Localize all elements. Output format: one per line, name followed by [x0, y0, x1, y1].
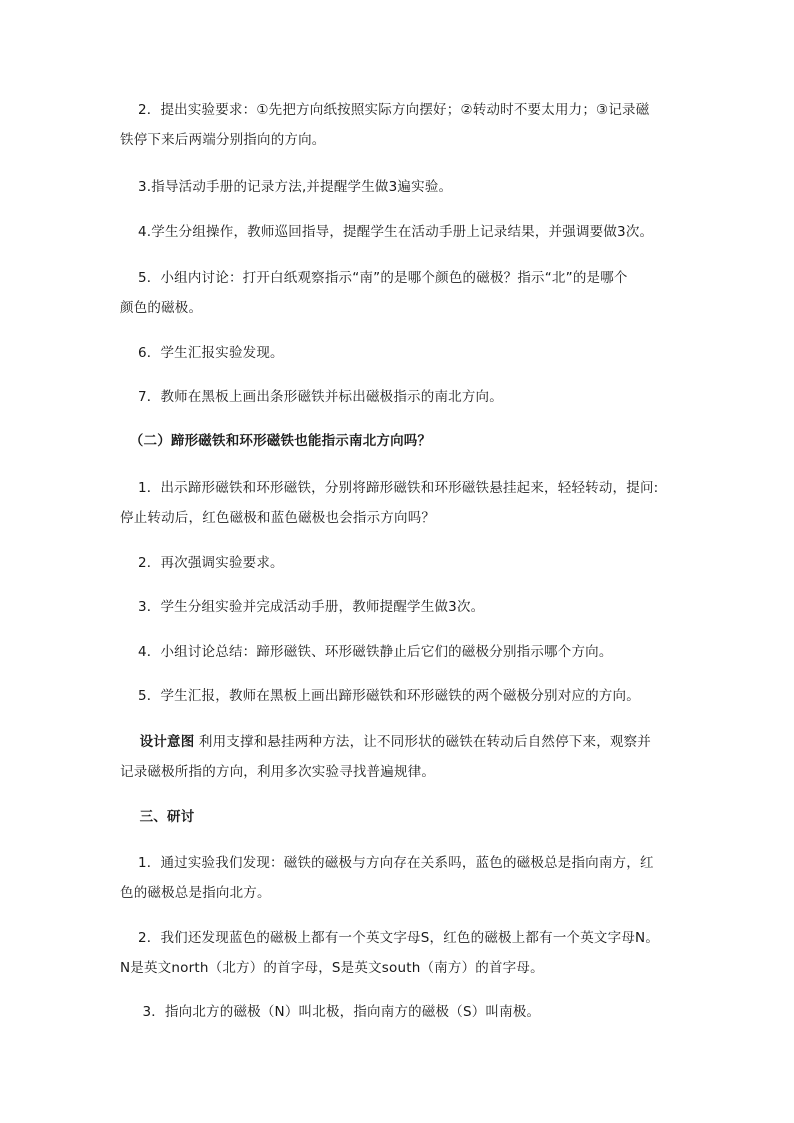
- text-line: 4．小组讨论总结：蹄形磁铁、环形磁铁静止后它们的磁极分别指示哪个方向。: [120, 644, 613, 660]
- text-line: 停止转动后，红色磁极和蓝色磁极也会指示方向吗？: [120, 510, 436, 526]
- section-heading-2: [120, 426, 676, 456]
- paragraph-step-4: [120, 217, 676, 247]
- text-line: 5．学生汇报，教师在黑板上画出蹄形磁铁和环形磁铁的两个磁极分别对应的方向。: [120, 688, 640, 704]
- paragraph-step-3: [120, 172, 676, 202]
- text-line: N是英文north（北方）的首字母，S是英文south（南方）的首字母。: [120, 960, 544, 976]
- text-line: [120, 727, 676, 757]
- text-line: 3.指导活动手册的记录方法,并提醒学生做3遍实验。: [120, 179, 453, 195]
- text-line: 2．再次强调实验要求。: [120, 555, 284, 571]
- heading-text: （二）蹄形磁铁和环形磁铁也能指示南北方向吗？: [120, 433, 432, 449]
- paragraph-b-step-4: [120, 637, 676, 667]
- text-line: 记录磁极所指的方向，利用多次实验寻找普遍规律。: [120, 764, 436, 780]
- text-line: 3．学生分组实验并完成活动手册，教师提醒学生做3次。: [120, 599, 485, 615]
- text-line: 6．学生汇报实验发现。: [120, 345, 284, 361]
- text-line: 2．我们还发现蓝色的磁极上都有一个英文字母S，红色的磁极上都有一个英文字母N。: [120, 930, 660, 946]
- paragraph-b-step-3: [120, 592, 676, 622]
- design-intent-label: 设计意图: [120, 734, 195, 750]
- paragraph-step-5: [120, 263, 676, 323]
- paragraph-step-2: [120, 95, 676, 155]
- paragraph-c-step-3: [120, 997, 676, 1027]
- text-line: 5．小组内讨论：打开白纸观察指示“南”的是哪个颜色的磁极？指示“北”的是哪个: [120, 270, 628, 286]
- text-line: 1．出示蹄形磁铁和环形磁铁，分别将蹄形磁铁和环形磁铁悬挂起来，轻轻转动，提问:: [120, 480, 659, 496]
- text-line: 7．教师在黑板上画出条形磁铁并标出磁极指示的南北方向。: [120, 389, 503, 405]
- text-line: 4.学生分组操作，教师巡回指导，提醒学生在活动手册上记录结果，并强调要做3次。: [120, 224, 654, 240]
- text-line: 色的磁极总是指向北方。: [120, 885, 271, 901]
- text-line: 铁停下来后两端分别指向的方向。: [120, 132, 326, 148]
- section-heading-3: [120, 802, 676, 832]
- heading-text: 三、研讨: [120, 809, 195, 825]
- paragraph-b-step-2: [120, 548, 676, 578]
- text-line: 2．提出实验要求：①先把方向纸按照实际方向摆好；②转动时不要太用力；③记录磁: [120, 102, 650, 118]
- paragraph-step-7: [120, 382, 676, 412]
- design-intent-text: 利用支撑和悬挂两种方法，让不同形状的磁铁在转动后自然停下来，观察并: [194, 734, 651, 750]
- design-intent-paragraph: [120, 727, 676, 787]
- paragraph-c-step-2: [120, 923, 676, 983]
- text-line: 1．通过实验我们发现：磁铁的磁极与方向存在关系吗，蓝色的磁极总是指向南方，红: [120, 855, 654, 871]
- paragraph-b-step-5: [120, 681, 676, 711]
- text-line: 颜色的磁极。: [120, 300, 203, 316]
- paragraph-c-step-1: [120, 848, 676, 908]
- text-line: 3．指向北方的磁极（N）叫北极，指向南方的磁极（S）叫南极。: [120, 1004, 541, 1020]
- paragraph-step-6: [120, 338, 676, 368]
- paragraph-b-step-1: [120, 473, 676, 533]
